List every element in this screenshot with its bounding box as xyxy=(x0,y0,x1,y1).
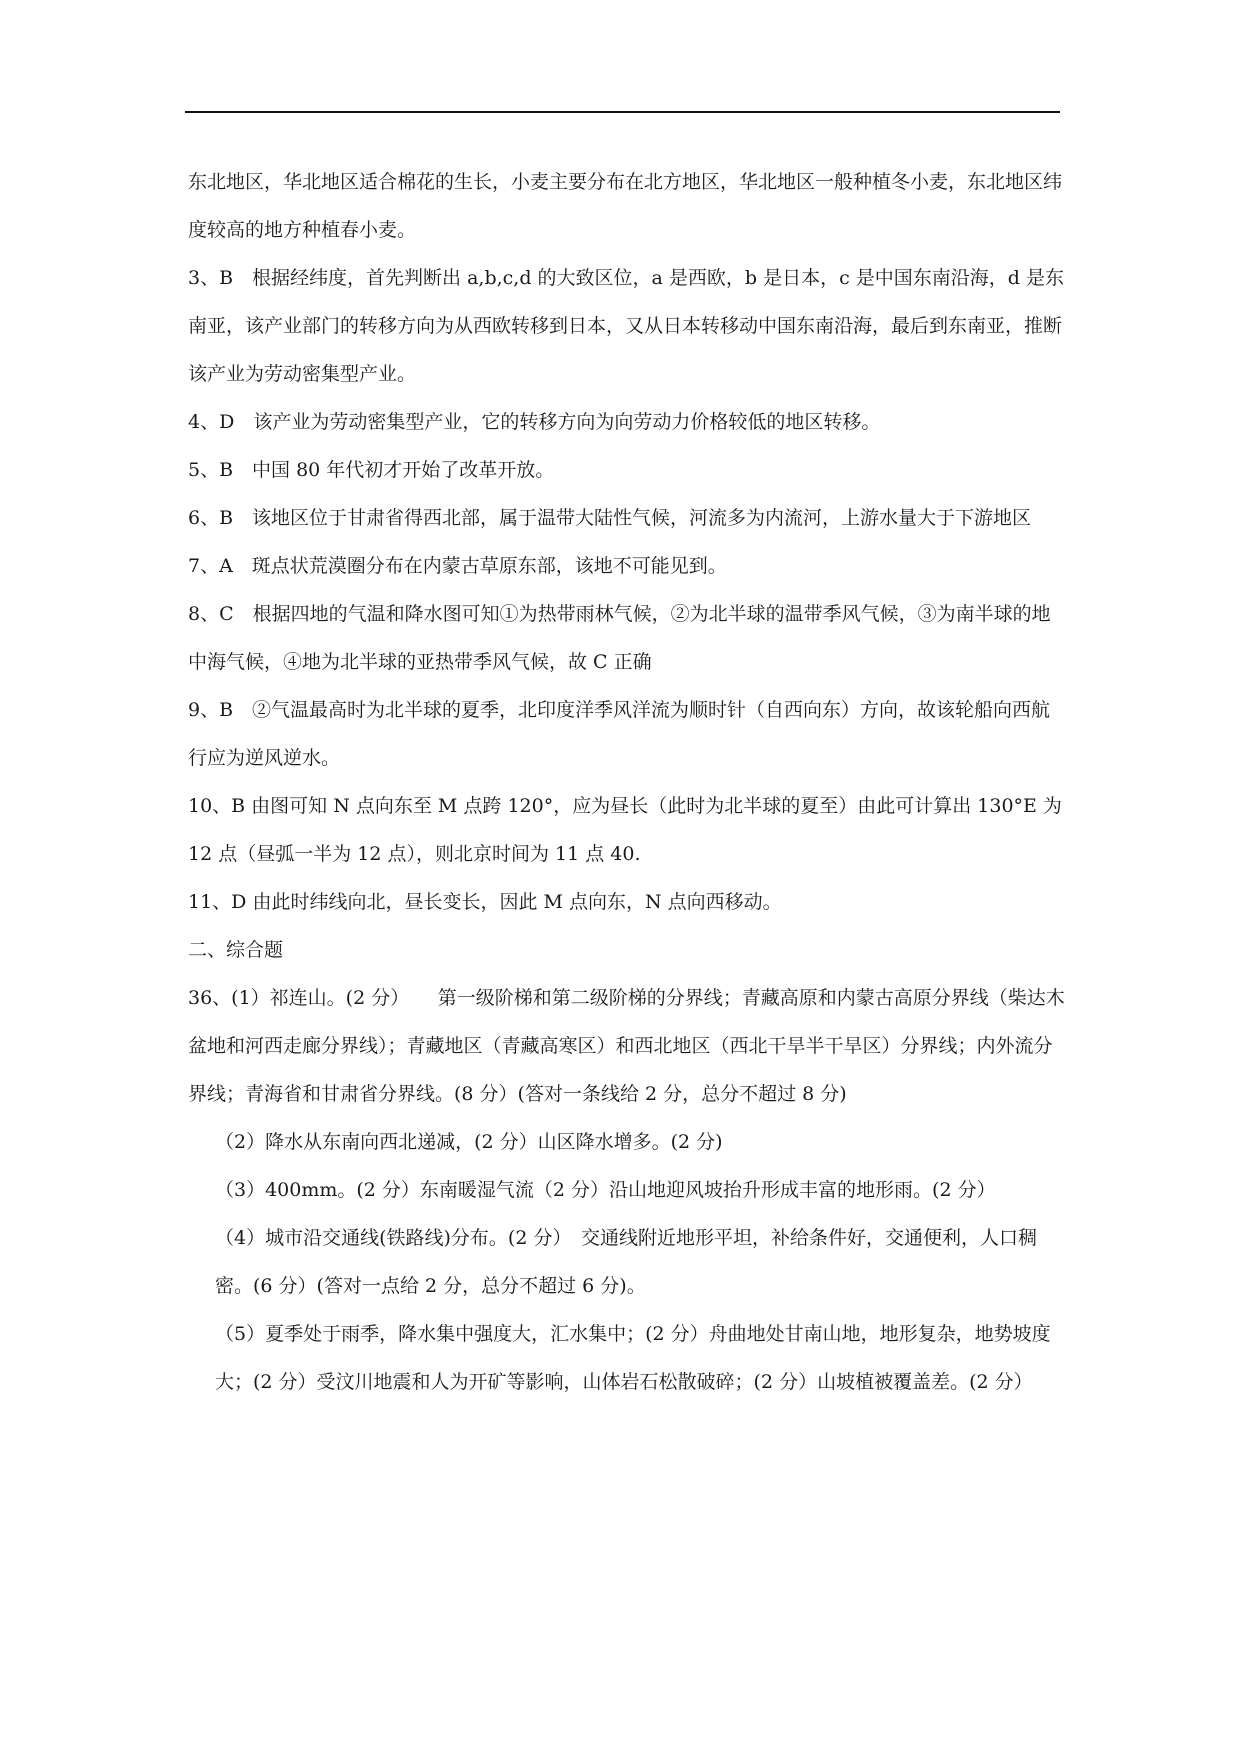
answer-36-part-5: （5）夏季处于雨季，降水集中强度大，汇水集中；(2 分）舟曲地处甘南山地，地形复杂，地势坡度大；(2 分）受汶川地震和人为开矿等影响，山体岩石松散破碎；(2 分）山坡植被覆盖差。(2 分） xyxy=(215,1323,1051,1393)
header-rule xyxy=(185,111,1060,113)
answer-5: 5、B 中国 80 年代初才开始了改革开放。 xyxy=(188,459,555,481)
answer-36-part-1: 36、(1）祁连山。(2 分） 第一级阶梯和第二级阶梯的分界线；青藏高原和内蒙古高原分界线（柴达木盆地和河西走廊分界线）；青藏地区（青藏高寒区）和西北地区（西北干旱半干旱区）分界线；内外流分界线；青海省和甘肃省分界线。(8 分）(答对一条线给 2 分，总分不超过 8 分) xyxy=(188,987,1065,1105)
answer-4: 4、D 该产业为劳动密集型产业，它的转移方向为向劳动力价格较低的地区转移。 xyxy=(188,411,881,433)
answer-6: 6、B 该地区位于甘肃省得西北部，属于温带大陆性气候，河流多为内流河，上游水量大于下游地区 xyxy=(188,507,1032,529)
answer-7: 7、A 斑点状荒漠圈分布在内蒙古草原东部，该地不可能见到。 xyxy=(188,555,727,577)
answer-36-part-3: （3）400mm。(2 分）东南暖湿气流（2 分）沿山地迎风坡抬升形成丰富的地形雨。(2 分） xyxy=(215,1179,996,1201)
paragraph-crop-distribution: 东北地区，华北地区适合棉花的生长，小麦主要分布在北方地区，华北地区一般种植冬小麦，东北地区纬度较高的地方种植春小麦。 xyxy=(188,171,1063,241)
answer-9: 9、B ②气温最高时为北半球的夏季，北印度洋季风洋流为顺时针（自西向东）方向，故该轮船向西航行应为逆风逆水。 xyxy=(188,699,1051,769)
answer-36-part-2: （2）降水从东南向西北递减，(2 分）山区降水增多。(2 分) xyxy=(215,1131,723,1153)
answer-8: 8、C 根据四地的气温和降水图可知①为热带雨林气候，②为北半球的温带季风气候，③为南半球的地中海气候，④地为北半球的亚热带季风气候，故 C 正确 xyxy=(188,603,1051,673)
section-heading-comprehensive: 二、综合题 xyxy=(188,939,284,961)
answer-document xyxy=(188,158,1068,1406)
answer-11: 11、D 由此时纬线向北，昼长变长，因此 M 点向东，N 点向西移动。 xyxy=(188,891,782,913)
answer-36-part-4: （4）城市沿交通线(铁路线)分布。(2 分） 交通线附近地形平坦，补给条件好，交通便利，人口稠密。(6 分）(答对一点给 2 分，总分不超过 6 分)。 xyxy=(215,1227,1037,1297)
answer-3: 3、B 根据经纬度，首先判断出 a,b,c,d 的大致区位，a 是西欧，b 是日本，c 是中国东南沿海，d 是东南亚，该产业部门的转移方向为从西欧转移到日本，又从日本转移动中国东南沿海，最后到东南亚，推断该产业为劳动密集型产业。 xyxy=(188,267,1064,385)
answer-10: 10、B 由图可知 N 点向东至 M 点跨 120°，应为昼长（此时为北半球的夏至）由此可计算出 130°E 为 12 点（昼弧一半为 12 点），则北京时间为 11 点 40. xyxy=(188,795,1062,865)
